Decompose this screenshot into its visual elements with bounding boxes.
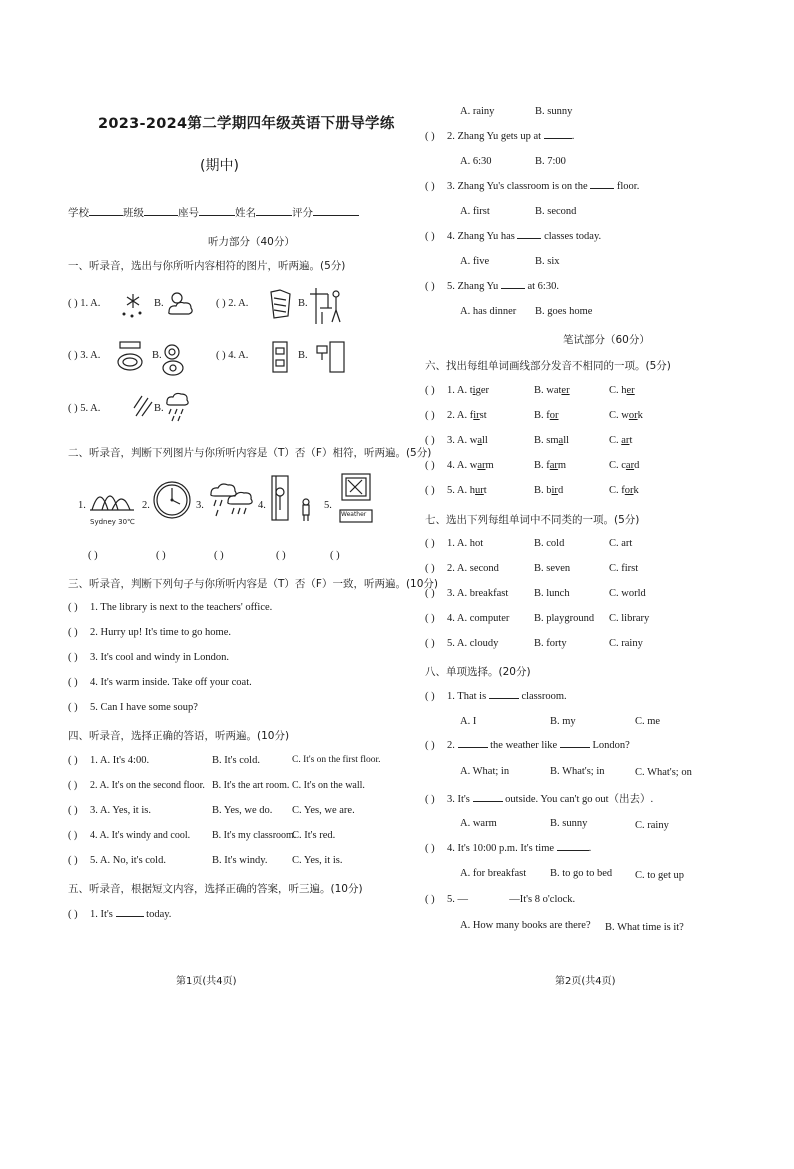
s8-q4-opt-a: A. for breakfast [460,868,527,879]
underlined-letters: or [624,485,634,496]
underlined-letters: ir [551,485,558,496]
field-score-blank[interactable] [313,215,359,216]
s8-q5-opt-a: A. How many books are there? [460,920,591,931]
s7-option: B. cold [534,538,565,549]
underlined-letters: a [558,435,564,446]
s1-q4-b-label: B. [298,350,308,361]
s1-q3-label: ( ) 3. A. [68,350,101,361]
s8-q2-opt-a: A. What; in [460,766,510,777]
s5-q4-opt-a: A. five [460,256,490,267]
s5-q4-opt-b: B. six [535,256,560,267]
s8-q3-opt-a: A. warm [460,818,497,829]
s7-option: B. playground [534,613,595,624]
s5-q5-opt-a: A. has dinner [460,306,517,317]
underlined-letters: ar [477,460,486,471]
answer-blank[interactable] [544,138,572,139]
wind-icon [132,394,154,420]
s4-q1-b: B. It's cold. [212,755,260,766]
answer-bracket[interactable]: ( ) [425,435,435,446]
s7-option: ( ) 2. A. second [425,563,499,574]
s5-q3-opt-a: A. first [460,206,490,217]
s6-option: C. work [609,410,643,421]
answer-bracket[interactable]: ( ) [425,843,435,854]
answer-bracket[interactable]: ( ) [68,602,78,613]
section-7-heading: 七、选出下列每组单词中不同类的一项。(5分) [425,514,640,526]
answer-bracket[interactable]: ( ) [425,894,435,905]
s7-option: B. forty [534,638,567,649]
s5-q2-opt-b: B. 7:00 [535,156,566,167]
answer-bracket[interactable]: ( ) [425,410,435,421]
s6-option: B. small [534,435,570,446]
page-1-footer: 第1页(共4页) [176,976,237,987]
s4-q5-b: B. It's windy. [212,855,268,866]
answer-bracket[interactable]: ( ) [425,613,435,624]
s2-bracket-2[interactable]: ( ) [156,550,166,561]
page-2-footer: 第2页(共4页) [555,976,616,987]
s1-q2-label: ( ) 2. A. [216,298,249,309]
door-child-icon [268,474,318,524]
section-6-heading: 六、找出每组单词画线部分发音不相同的一项。(5分) [425,360,671,372]
s7-option: B. lunch [534,588,570,599]
underlined-letters: or [628,410,638,421]
s8-q4-opt-b: B. to go to bed [550,868,613,879]
field-seat-label: 座号 [178,207,199,219]
answer-bracket[interactable]: ( ) [68,702,78,713]
s7-option: ( ) 4. A. computer [425,613,510,624]
s5-q2-opt-a: A. 6:30 [460,156,492,167]
answer-blank[interactable] [116,916,144,917]
s6-option: ( ) 3. A. wall [425,435,488,446]
section-3-heading: 三、听录音，判断下列句子与你所听内容是（T）否（F）一致，听两遍。(10分) [68,578,439,590]
s6-option: B. water [534,385,570,396]
s5-q2: ( ) 2. Zhang Yu gets up at . [425,131,575,142]
s2-sign-text: Weather [341,511,367,518]
underlined-letters: er [561,385,570,396]
s3-item: ( ) 5. Can I have some soup? [68,702,198,713]
s8-q4: ( ) 4. It's 10:00 p.m. It's time . [425,843,592,854]
s3-item: ( ) 3. It's cool and windy in London. [68,652,229,663]
s1-q3-b-label: B. [152,350,162,361]
answer-bracket[interactable]: ( ) [425,638,435,649]
s8-q3-opt-b: B. sunny [550,818,588,829]
page-2 [397,0,794,1169]
section-1-heading: 一、听录音，选出与你所听内容相符的图片，听两遍。(5分) [68,260,346,272]
s8-q5: ( ) 5. — —It's 8 o'clock. [425,894,576,905]
s6-option: ( ) 5. A. hurt [425,485,487,496]
answer-bracket[interactable]: ( ) [425,794,435,805]
answer-blank[interactable] [517,238,541,239]
food-bowl-icon [116,340,146,374]
s6-option: C. her [609,385,635,396]
section-4-heading: 四、听录音，选择正确的答语，听两遍。(10分) [68,730,290,742]
s8-q3: ( ) 3. It's outside. You can't go out（出去）. [425,794,654,805]
s6-option: C. fork [609,485,639,496]
s4-q3-c: C. Yes, we are. [292,805,355,816]
answer-bracket[interactable]: ( ) [425,385,435,396]
underlined-letters: ur [475,485,484,496]
exam-title: 2023-2024第二学期四年级英语下册导学练 [98,116,395,132]
field-name-label: 姓名 [235,207,256,219]
answer-bracket[interactable]: ( ) [425,281,435,292]
s2-bracket-1[interactable]: ( ) [88,550,98,561]
s8-q3-opt-c: C. rainy [635,820,669,831]
s7-option: C. rainy [609,638,643,649]
answer-bracket[interactable]: ( ) [68,830,78,841]
clock-icon [152,480,192,520]
field-class-label: 班级 [123,207,144,219]
field-school-blank[interactable] [89,215,123,216]
s4-q4: ( ) 4. A. It's windy and cool. [68,830,191,841]
answer-blank[interactable] [489,698,519,699]
s2-caption: Sydney 30℃ [90,518,135,526]
s1-q2-b-label: B. [298,298,308,309]
answer-bracket[interactable]: ( ) [68,627,78,638]
underlined-letters: ar [621,435,630,446]
s7-option: C. art [609,538,633,549]
s7-option: C. world [609,588,646,599]
s1-q5-b-label: B. [154,403,164,414]
s5-q5-opt-b: B. goes home [535,306,593,317]
s8-q2: ( ) 2. the weather like London? [425,740,630,751]
s7-option: C. library [609,613,650,624]
answer-bracket[interactable]: ( ) [425,231,435,242]
answer-blank[interactable] [501,288,525,289]
s8-q5-opt-b: B. What time is it? [605,922,684,933]
opera-house-icon [88,478,136,518]
s1-q5-label: ( ) 5. A. [68,403,101,414]
s4-q5: ( ) 5. A. No, it's cold. [68,855,166,866]
s8-q2-opt-c: C. What's; on [635,767,692,778]
s4-q1: ( ) 1. A. It's 4:00. [68,755,150,766]
underlined-letters: er [626,385,635,396]
s4-q5-c: C. Yes, it is. [292,855,343,866]
s8-q1-opt-c: C. me [635,716,661,727]
s4-q3-b: B. Yes, we do. [212,805,273,816]
s4-q4-b: B. It's my classroom. [212,830,297,841]
answer-bracket[interactable]: ( ) [68,652,78,663]
written-part-title: 笔试部分（60分） [563,334,650,346]
answer-bracket[interactable]: ( ) [425,181,435,192]
field-seat-blank[interactable] [199,215,235,216]
s7-option: C. first [609,563,639,574]
s7-option: ( ) 3. A. breakfast [425,588,509,599]
field-school-label: 学校 [68,207,89,219]
underlined-letters: i [472,385,476,396]
s4-q2-b: B. It's the art room. [212,780,290,791]
s1-q4-label: ( ) 4. A. [216,350,249,361]
s8-q2-opt-b: B. What's; in [550,766,605,777]
rain-cloud-icon [164,390,190,424]
section-2-heading: 二、听录音，判断下列图片与你所听内容是（T）否（F）相符，听两遍。(5分) [68,447,432,459]
field-name-blank[interactable] [256,215,292,216]
playground-icon [308,284,344,326]
s8-q1-opt-a: A. I [460,716,477,727]
answer-bracket[interactable]: ( ) [68,855,78,866]
underlined-letters: or [549,410,559,421]
snow-icon [118,290,148,320]
s6-option: ( ) 4. A. warm [425,460,494,471]
field-score-label: 评分 [292,207,313,219]
s7-option: ( ) 5. A. cloudy [425,638,499,649]
answer-bracket[interactable]: ( ) [68,677,78,688]
s6-option: C. art [609,435,633,446]
s7-option: B. seven [534,563,571,574]
s8-q1-opt-b: B. my [550,716,576,727]
answer-bracket[interactable]: ( ) [425,740,435,751]
s6-option: B. bird [534,485,564,496]
answer-blank[interactable] [590,188,614,189]
section-8-heading: 八、单项选择。(20分) [425,666,531,678]
s5-q3-opt-b: B. second [535,206,577,217]
answer-blank[interactable] [473,801,503,802]
answer-bracket[interactable]: ( ) [425,691,435,702]
s2-bracket-5[interactable]: ( ) [330,550,340,561]
s4-q2: ( ) 2. A. It's on the second floor. [68,780,205,791]
s6-option: C. card [609,460,640,471]
s5-q5: ( ) 5. Zhang Yu at 6:30. [425,281,559,292]
answer-bracket[interactable]: ( ) [425,563,435,574]
s1-q1-label: ( ) 1. A. [68,298,101,309]
s2-num-2: 2. [142,500,150,511]
s4-q4-c: C. It's red. [292,830,336,841]
s2-num-5: 5. [324,500,332,511]
s5-q3: ( ) 3. Zhang Yu's classroom is on the floor. [425,181,640,192]
s3-item: ( ) 2. Hurry up! It's time to go home. [68,627,231,638]
section-5-heading: 五、听录音，根据短文内容，选择正确的答案，听三遍。(10分) [68,883,363,895]
answer-bracket[interactable]: ( ) [425,485,435,496]
s2-num-4: 4. [258,500,266,511]
s5-q4: ( ) 4. Zhang Yu has classes today. [425,231,602,242]
s8-q1: ( ) 1. That is classroom. [425,691,567,702]
s2-bracket-4[interactable]: ( ) [276,550,286,561]
underlined-letters: ir [473,410,480,421]
s3-item: ( ) 4. It's warm inside. Take off your coat. [68,677,252,688]
s1-q1-b-label: B. [154,298,164,309]
room-sign-icon [314,340,348,376]
answer-bracket[interactable]: ( ) [68,755,78,766]
s5-q1: ( ) 1. It's today. [68,909,172,920]
field-class-blank[interactable] [144,215,178,216]
answer-blank[interactable] [557,850,589,851]
answer-bracket[interactable]: ( ) [425,588,435,599]
header-fields [68,205,359,220]
underlined-letters: ar [625,460,635,471]
sun-cloud-icon [165,288,195,318]
s2-bracket-3[interactable]: ( ) [214,550,224,561]
answer-bracket[interactable]: ( ) [425,131,435,142]
s6-option: B. farm [534,460,567,471]
s4-q2-c: C. It's on the wall. [292,780,365,791]
s6-option: B. for [534,410,559,421]
answer-bracket[interactable]: ( ) [68,805,78,816]
q1-opt-b: B. sunny [535,106,573,117]
answer-bracket[interactable]: ( ) [68,780,78,791]
answer-bracket[interactable]: ( ) [425,538,435,549]
s8-q4-opt-c: C. to get up [635,870,684,881]
answer-blank[interactable] [471,901,507,902]
s4-q1-c: C. It's on the first floor. [292,755,381,765]
underlined-letters: a [477,435,483,446]
s3-item: ( ) 1. The library is next to the teachers' office. [68,602,273,613]
exam-subtitle: (期中) [200,158,239,174]
answer-bracket[interactable]: ( ) [68,909,78,920]
s4-q3: ( ) 3. A. Yes, it is. [68,805,151,816]
door-floor-icon [270,340,292,376]
q1-opt-a: A. rainy [460,106,495,117]
s7-option: ( ) 1. A. hot [425,538,484,549]
clothes-icon [266,286,296,322]
s2-num-1: 1. [78,500,86,511]
listening-part-title: 听力部分（40分） [208,236,295,248]
rain-clouds-icon [208,480,254,524]
s2-num-3: 3. [196,500,204,511]
plate-food-icon [160,342,190,378]
s6-option: ( ) 1. A. tiger [425,385,490,396]
answer-bracket[interactable]: ( ) [425,460,435,471]
s6-option: ( ) 2. A. first [425,410,487,421]
answer-blank[interactable] [458,747,488,748]
answer-blank[interactable] [560,747,590,748]
underlined-letters: ar [549,460,558,471]
